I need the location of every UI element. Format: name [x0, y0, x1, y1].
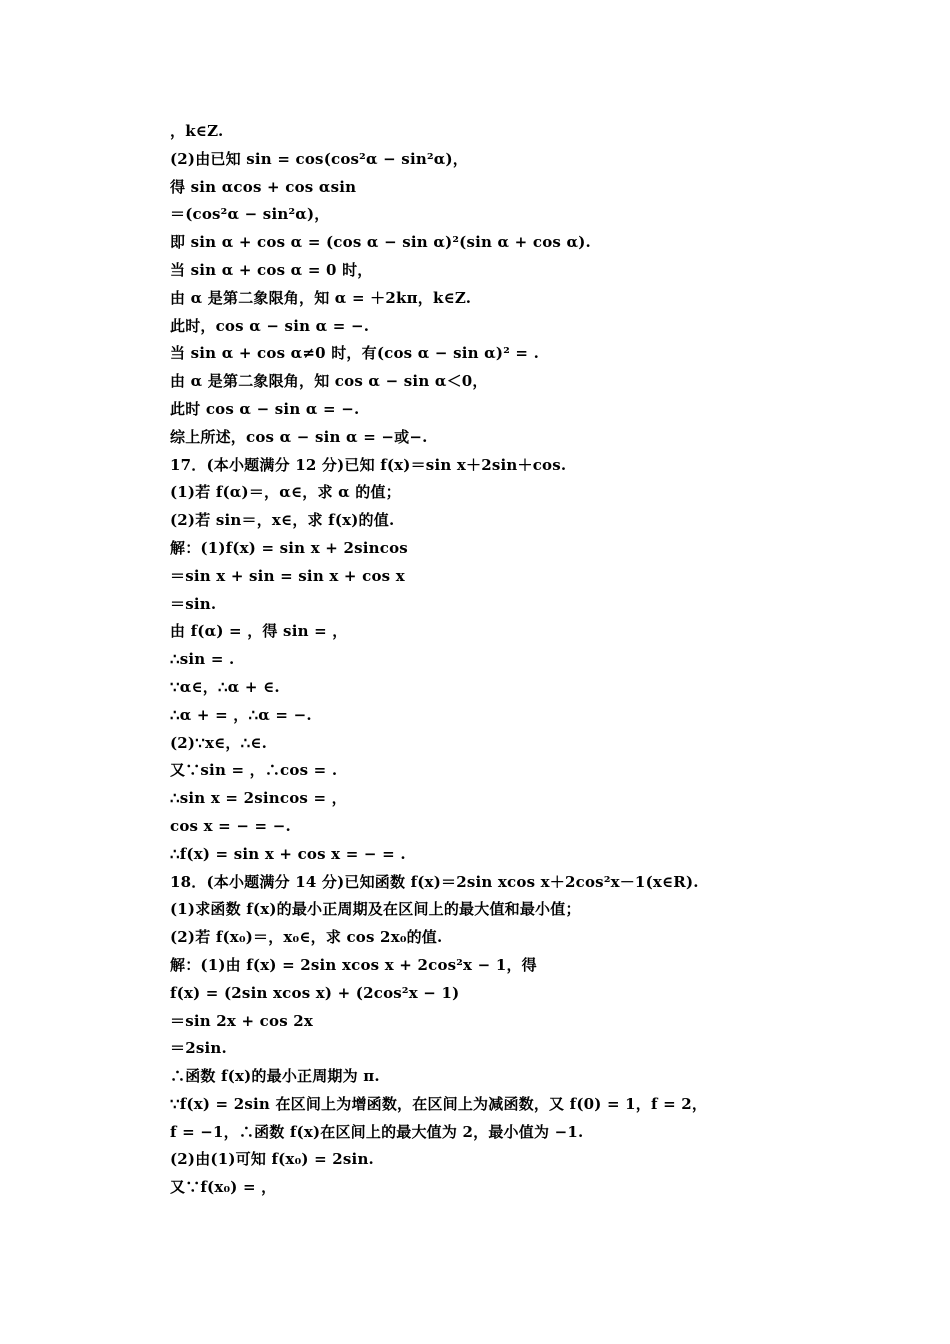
text-line: (2)由已知 sin = cos(cos²α − sin²α)， [170, 149, 468, 168]
text-line: ，k∈Z. [170, 122, 224, 140]
text-line: ∴f(x) = sin x + cos x = − = . [170, 844, 406, 863]
text-line: 此时，cos α − sin α = −. [170, 316, 370, 335]
text-line: 此时 cos α − sin α = −. [170, 399, 360, 418]
text-line: 由 α 是第二象限角，知 α = ＋2kπ，k∈Z. [170, 288, 472, 307]
problem-17-heading: 17．(本小题满分 12 分)已知 f(x)＝sin x＋2sin＋cos. [170, 455, 567, 474]
document-page [170, 118, 730, 1202]
text-line: ＝sin. [170, 594, 217, 613]
text-line: ＝2sin. [170, 1039, 227, 1058]
text-line: 综上所述，cos α − sin α = −或−. [170, 427, 428, 446]
text-line: (2)若 f(x₀)＝，x₀∈，求 cos 2x₀的值. [170, 928, 443, 947]
text-line: ∴sin x = 2sincos = ， [170, 789, 347, 808]
text-line: 当 sin α + cos α = 0 时， [170, 260, 373, 279]
text-line: ∴sin = . [170, 650, 235, 669]
solution-start: 解：(1)由 f(x) = 2sin xcos x + 2cos²x − 1，得 [170, 955, 537, 974]
text-line: 得 sin αcos + cos αsin [170, 177, 357, 196]
text-line: (2)若 sin＝，x∈，求 f(x)的值. [170, 511, 395, 530]
text-line: (1)求函数 f(x)的最小正周期及在区间上的最大值和最小值； [170, 900, 581, 919]
text-line: (2)由(1)可知 f(x₀) = 2sin. [170, 1150, 374, 1169]
text-line: 当 sin α + cos α≠0 时，有(cos α − sin α)² = . [170, 344, 539, 363]
text-line: 由 α 是第二象限角，知 cos α − sin α＜0， [170, 372, 488, 391]
text-line: (1)若 f(α)＝，α∈，求 α 的值； [170, 483, 401, 502]
text-line: ∴α + = ，∴α = −. [170, 705, 312, 724]
solution-start: 解：(1)f(x) = sin x + 2sincos [170, 538, 408, 557]
text-line: ＝(cos²α − sin²α)， [170, 205, 330, 224]
text-line: 又∵sin = ，∴cos = . [170, 761, 338, 780]
problem-18-heading: 18．(本小题满分 14 分)已知函数 f(x)＝2sin xcos x＋2cos²x－1(x∈R). [170, 872, 699, 891]
text-line: 由 f(α) = ，得 sin = ， [170, 622, 348, 641]
text-line: ∵f(x) = 2sin 在区间上为增函数，在区间上为减函数，又 f(0) = 1，f = 2， [170, 1094, 708, 1113]
text-line: ＝sin 2x + cos 2x [170, 1011, 314, 1030]
text-line: f = −1，∴函数 f(x)在区间上的最大值为 2，最小值为 −1. [170, 1122, 584, 1141]
text-line: 即 sin α + cos α = (cos α − sin α)²(sin α + cos α). [170, 233, 591, 252]
text-line: (2)∵x∈，∴∈. [170, 733, 268, 752]
text-line: 又∵f(x₀) = ， [170, 1178, 277, 1197]
text-line: f(x) = (2sin xcos x) + (2cos²x − 1) [170, 983, 460, 1002]
text-line: cos x = − = −. [170, 816, 291, 835]
text-line: ∵α∈，∴α + ∈. [170, 677, 280, 696]
text-line: ∴函数 f(x)的最小正周期为 π. [170, 1067, 380, 1086]
text-line: ＝sin x + sin = sin x + cos x [170, 566, 405, 585]
